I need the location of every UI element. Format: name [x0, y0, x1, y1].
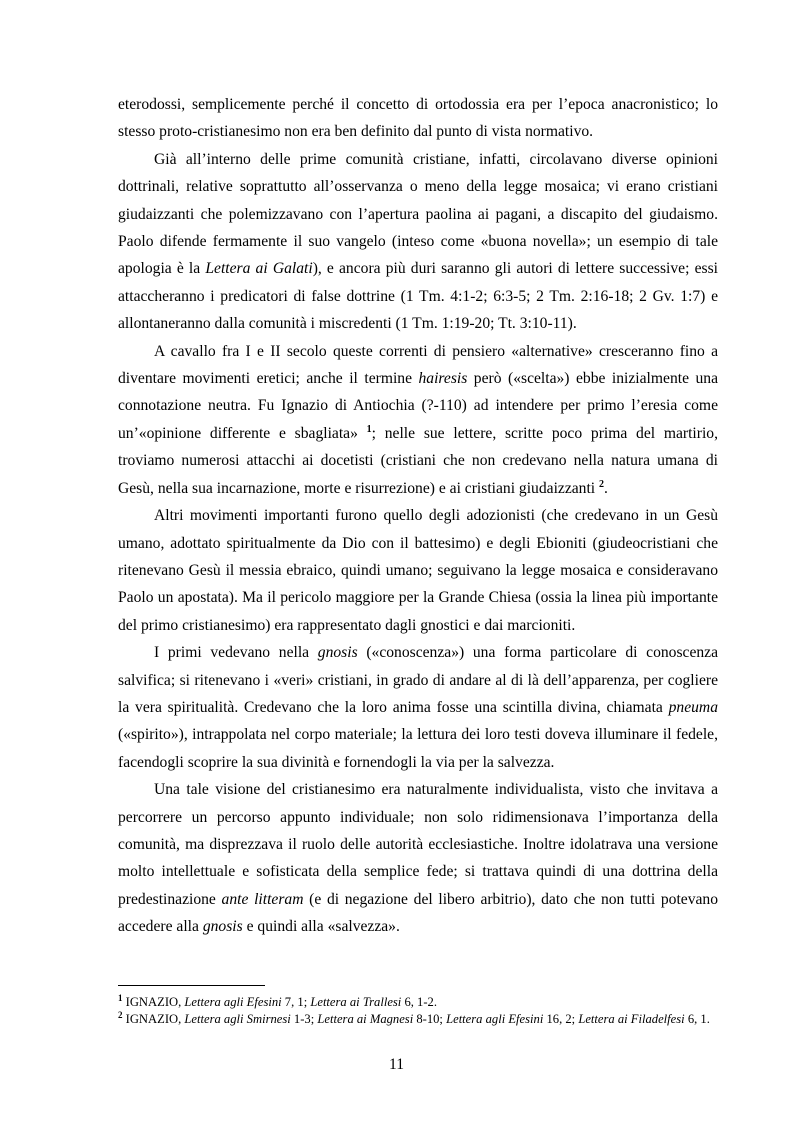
- footnote-number: 1: [118, 992, 123, 1003]
- footnote-ref-1[interactable]: 1: [366, 423, 372, 435]
- paragraph-text: Altri movimenti importanti furono quello degli adozionisti (che credevano in un Gesù umano, adottato spiritualmente da Dio con il battesimo) e degli Ebioniti (giudeocristiani che ritenevano Gesù il messia ebraico, quindi umano; seguivano la legge mosaica e consideravano Paolo un apostata). Ma il pericolo maggiore per la Grande Chiesa (ossia la linea più importante del primo cristianesimo) era rappresentato dagli gnostici e dai marcioniti.: [118, 507, 718, 634]
- italic-term: hairesis: [418, 370, 468, 388]
- paragraph-text: I primi vedevano nella: [154, 644, 318, 662]
- footnote-number: 2: [118, 1009, 123, 1020]
- paragraph-text: («conoscenza») una forma particolare di conoscenza salvifica; si ritenevano i «veri» cristiani, in grado di andare al di là dell’apparenza, per cogliere la vera spiritualità. Credevano che la loro anima fosse una scintilla divina, chiamata: [118, 644, 719, 716]
- italic-title: Lettera ai Galati: [205, 260, 313, 278]
- italic-term: gnosis: [202, 918, 243, 936]
- paragraph-text: A cavallo fra I e II secolo queste correnti di pensiero «alternative» cresceranno fino a diventare movimenti eretici; anche il termine: [118, 342, 718, 388]
- paragraph-1: [118, 146, 718, 338]
- paragraph-text: ), e ancora più duri saranno gli autori di lettere successive; essi attaccheranno i predicatori di false dottrine (1 Tm. 4:1-2; 6:3-5; 2 Tm. 2:16-18; 2 Gv. 1:7) e allontaneranno dalla comunità i miscredenti (1 Tm. 1:19-20; Tt. 3:10-11).: [118, 260, 718, 333]
- footnote-text: 6, 1-2.: [401, 995, 437, 1009]
- paragraph-text: Già all’interno delle prime comunità cristiane, infatti, circolavano diverse opinioni dottrinali, relative soprattutto all’osservanza o meno della legge mosaica; vi erano cristiani giudaizzanti che polemizzavano con l’apertura paolina ai pagani, a discapito del giudaismo. Paolo difende fermamente il suo vangelo (inteso come «buona novella»; un esempio di tale apologia è la: [118, 150, 718, 278]
- paragraph-text: («spirito»), intrappolata nel corpo materiale; la lettura dei loro testi doveva illuminare il fedele, facendogli scoprire la sua divinità e fornendogli la via per la salvezza.: [118, 726, 718, 771]
- paragraph-text: però («scelta») ebbe inizialmente una connotazione neutra. Fu Ignazio di Antiochia (?-110) ad intendere per primo l’eresia come un’«opinione differente e sbagliata»: [118, 370, 719, 442]
- footnote-text: 16, 2;: [543, 1012, 579, 1026]
- footnote-text: 1-3;: [290, 1012, 318, 1026]
- footnote-ref-2[interactable]: 2: [599, 478, 605, 490]
- paragraph-text: .: [604, 479, 608, 497]
- paragraph-text: Una tale visione del cristianesimo era naturalmente individualista, visto che invitava a percorrere un percorso appunto individuale; non solo ridimensionava l’importanza della comunità, ma disprezzava il ruolo delle autorità ecclesiastiche. Inoltre idolatrava una versione molto intellettuale e sofisticata della semplice fede; si trattava quindi di una dottrina della predestinazione: [118, 781, 718, 908]
- footnote-text: 8-10;: [413, 1012, 447, 1026]
- paragraph-text: (e di negazione del libero arbitrio), dato che non tutti potevano accedere alla: [118, 890, 719, 936]
- main-text: [118, 91, 718, 941]
- page-number: 11: [388, 1056, 404, 1073]
- footnote-title: Lettera ai Magnesi: [317, 1012, 414, 1026]
- footnote-title: Lettera agli Efesini: [446, 1012, 544, 1026]
- italic-term: ante litteram: [221, 890, 304, 908]
- italic-term: pneuma: [668, 698, 718, 716]
- footnote-1: [118, 994, 718, 1011]
- footnote-text: IGNAZIO,: [122, 995, 185, 1009]
- footnote-text: 6, 1.: [684, 1012, 710, 1026]
- footnote-text: IGNAZIO,: [122, 1012, 185, 1026]
- paragraph-text: e quindi alla «salvezza».: [242, 918, 400, 936]
- paragraph-5: [118, 776, 718, 940]
- paragraph-2: [118, 338, 718, 502]
- footnote-2: [118, 1011, 718, 1028]
- footnote-divider: [118, 985, 265, 986]
- footnotes: [118, 985, 718, 1028]
- footnote-title: Lettera ai Trallesi: [310, 995, 402, 1009]
- footnote-text: 7, 1;: [281, 995, 311, 1009]
- paragraph-text: eterodossi, semplicemente perché il concetto di ortodossia era per l’epoca anacronistico; lo stesso proto-cristianesimo non era ben definito dal punto di vista normativo.: [118, 96, 718, 141]
- footnote-title: Lettera ai Filadelfesi: [578, 1012, 685, 1026]
- italic-term: gnosis: [317, 644, 358, 662]
- footnote-title: Lettera agli Smirnesi: [184, 1012, 291, 1026]
- paragraph-4: [118, 639, 718, 776]
- paragraph-3: [118, 502, 718, 639]
- footnote-title: Lettera agli Efesini: [184, 995, 282, 1009]
- paragraph-0: [118, 91, 718, 146]
- paragraph-text: ; nelle sue lettere, scritte poco prima del martirio, troviamo numerosi attacchi ai docetisti (cristiani che non credevano nella natura umana di Gesù, nella sua incarnazione, morte e risurrezione) e ai cristiani giudaizzanti: [118, 424, 718, 497]
